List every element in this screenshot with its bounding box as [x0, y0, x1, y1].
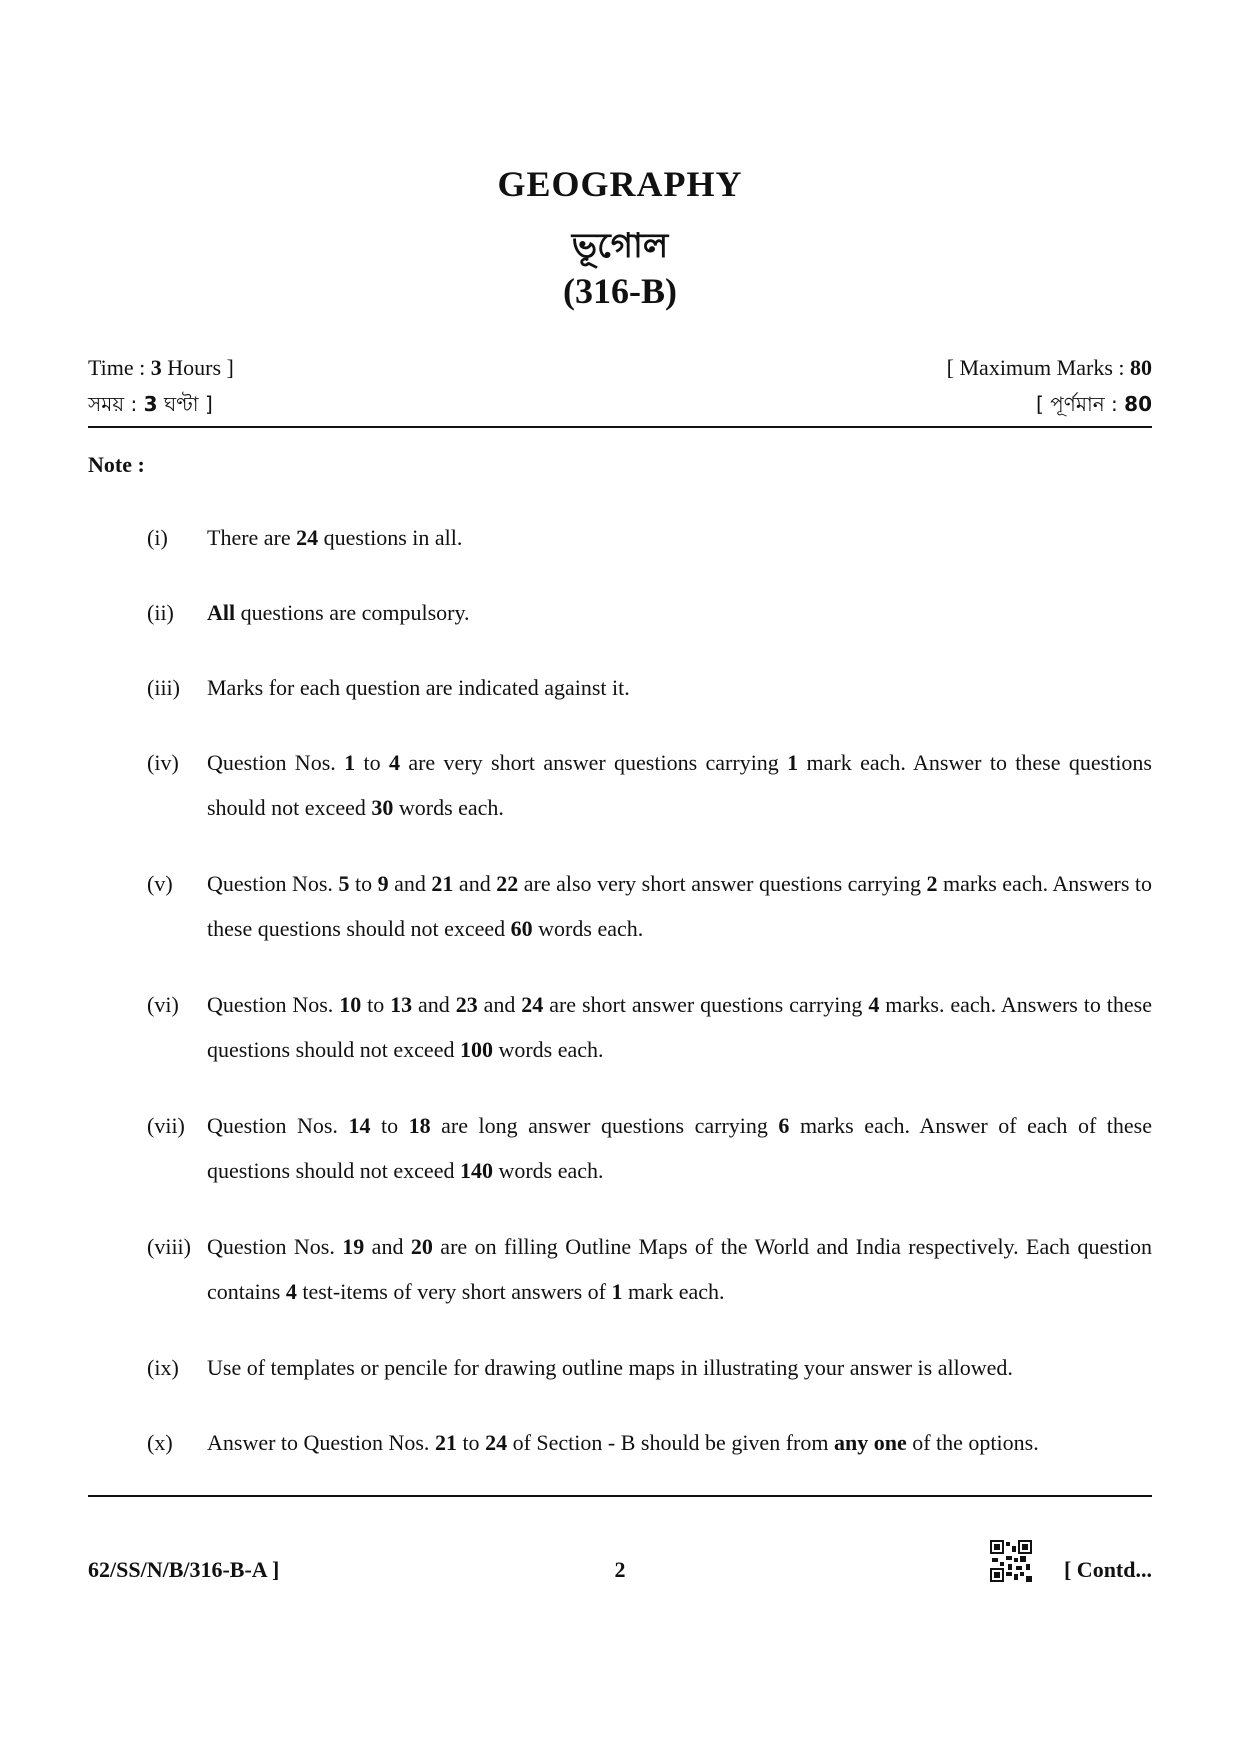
instruction-text: Use of templates or pencile for drawing outline maps in illustrating your answer is allowed. — [207, 1355, 1013, 1380]
instruction-number: (iii) — [147, 675, 180, 700]
paper-code-footer: 62/SS/N/B/316-B-A ] — [88, 1557, 280, 1582]
instruction-text: Question Nos. 1 to 4 are very short answer questions carrying 1 mark each. Answer to these questions should not exceed 30 words each. — [207, 750, 1152, 820]
maximum-marks-bengali: [ পূর্ণমান : 80 — [1036, 392, 1152, 416]
instruction-text: Question Nos. 19 and 20 are on filling Outline Maps of the World and India respectively. Each question contains 4 test-items of very short answers of 1 mark each. — [207, 1234, 1153, 1304]
time-allowed-bengali: সময় : 3 ঘণ্টা ] — [88, 392, 213, 416]
paper-title-bengali: ভূগোল — [571, 226, 669, 266]
instruction-text: There are 24 questions in all. — [207, 525, 463, 550]
maximum-marks: [ Maximum Marks : 80 — [946, 355, 1152, 380]
instruction-text: Question Nos. 5 to 9 and 21 and 22 are also very short answer questions carrying 2 marks each. Answers to these questions should not exceed 60 words each. — [207, 871, 1153, 941]
page-number: 2 — [614, 1557, 626, 1582]
instruction-number: (i) — [147, 525, 168, 550]
instruction-text: Answer to Question Nos. 21 to 24 of Section - B should be given from any one of the options. — [207, 1430, 1039, 1455]
header-divider — [88, 426, 1152, 428]
time-allowed: Time : 3 Hours ] — [88, 355, 234, 380]
instruction-number: (x) — [147, 1430, 173, 1455]
note-label: Note : — [88, 452, 145, 477]
footer-divider — [88, 1495, 1152, 1497]
instruction-number: (iv) — [147, 750, 179, 775]
instruction-text: Question Nos. 14 to 18 are long answer questions carrying 6 marks each. Answer of each of these questions should not exceed 140 words each. — [207, 1113, 1152, 1183]
qr-code-icon — [990, 1540, 1032, 1582]
instruction-text: All questions are compulsory. — [207, 600, 470, 625]
instruction-number: (v) — [147, 871, 173, 896]
paper-title: GEOGRAPHY — [497, 164, 743, 204]
instruction-text: Marks for each question are indicated against it. — [207, 675, 630, 700]
instruction-number: (ix) — [147, 1355, 179, 1380]
continued-marker: [ Contd... — [1063, 1557, 1152, 1582]
paper-code: (316-B) — [563, 271, 677, 311]
instruction-number: (ii) — [147, 600, 174, 625]
instruction-number: (vii) — [147, 1113, 185, 1138]
instruction-number: (viii) — [147, 1234, 191, 1259]
instruction-number: (vi) — [147, 992, 179, 1017]
instruction-text: Question Nos. 10 to 13 and 23 and 24 are short answer questions carrying 4 marks. each. Answers to these questions should not exceed 100 words each. — [207, 992, 1152, 1062]
